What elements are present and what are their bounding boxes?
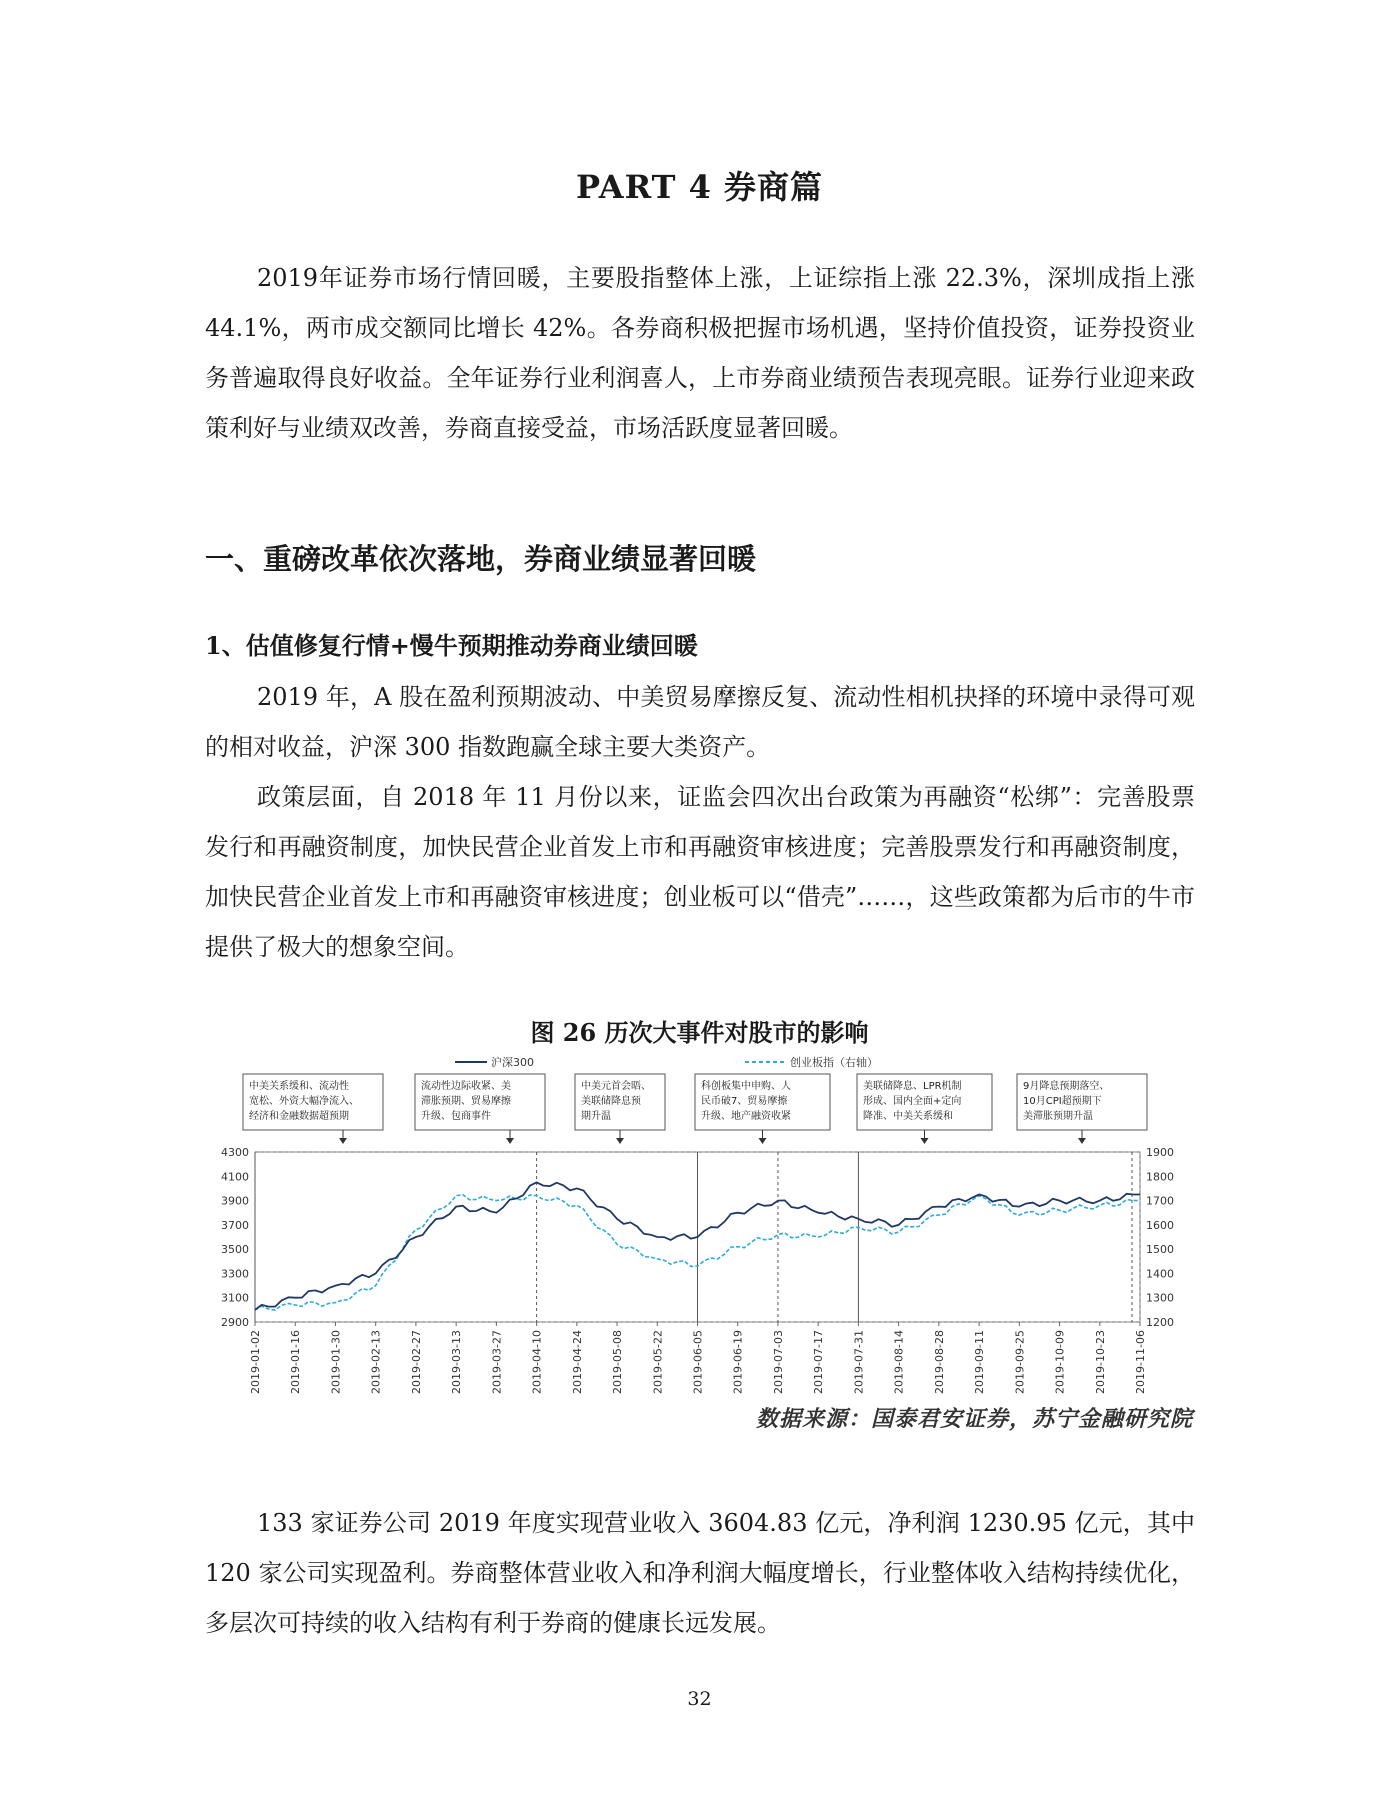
annotation-arrowhead [921, 1138, 929, 1144]
x-tick-label: 2019-07-31 [852, 1330, 866, 1394]
annotation-text: 宽松、外资大幅净流入、 [249, 1096, 359, 1107]
x-tick-label: 2019-01-16 [289, 1330, 303, 1394]
annotation-text: 形成、国内全面+定向 [863, 1096, 962, 1107]
annotation-text: 经济和金融数据超预期 [249, 1111, 349, 1122]
annotation-text: 升级、地产融资收紧 [701, 1111, 791, 1122]
page-number: 32 [687, 1688, 712, 1710]
x-tick-label: 2019-01-02 [249, 1330, 262, 1394]
y-left-tick-label: 3300 [221, 1267, 249, 1281]
x-tick-label: 2019-01-30 [329, 1330, 343, 1394]
x-tick-label: 2019-05-22 [651, 1330, 665, 1394]
annotation-text: 中美关系缓和、流动性 [249, 1081, 349, 1092]
annotation-text: 流动性边际收紧、美 [421, 1081, 511, 1092]
x-tick-label: 2019-04-10 [530, 1330, 544, 1394]
x-tick-label: 2019-06-19 [731, 1330, 745, 1394]
y-right-tick-label: 1800 [1146, 1170, 1174, 1184]
page-title: PART 4 券商篇 [576, 168, 823, 206]
annotation-text: 滞胀预期、贸易摩擦 [421, 1096, 511, 1107]
annotation-text: 中美元首会晤、 [581, 1081, 651, 1092]
line-chart [205, 1052, 1195, 1427]
y-left-tick-label: 3700 [221, 1218, 249, 1232]
intro-paragraph: 2019年证券市场行情回暖，主要股指整体上涨，上证综指上涨 22.3%，深圳成指上涨 44.1%，两市成交额同比增长 42%。各券商积极把握市场机遇，坚持价值投资，证券投资业务普遍取得良好收益。全年证券行业利润喜人，上市券商业绩预告表现亮眼。证券行业迎来政策利好与业绩双改善，券商直接受益，市场活跃度显著回暖。 [205, 264, 1195, 442]
x-tick-label: 2019-03-27 [490, 1330, 504, 1394]
y-right-tick-label: 1600 [1146, 1218, 1174, 1232]
y-right-tick-label: 1500 [1146, 1243, 1174, 1257]
y-left-tick-label: 3900 [221, 1194, 249, 1208]
x-tick-label: 2019-10-09 [1053, 1330, 1067, 1394]
annotation-arrowhead [759, 1138, 767, 1144]
y-left-tick-label: 3500 [221, 1243, 249, 1257]
y-left-tick-label: 2900 [221, 1316, 249, 1329]
paragraph-3: 政策层面，自 2018 年 11 月份以来，证监会四次出台政策为再融资“松绑”：完善股票发行和再融资制度，加快民营企业首发上市和再融资审核进度；完善股票发行和再融资制度，加快民营企业首发上市和再融资审核进度；创业板可以“借壳”……，这些政策都为后市的牛市提供了极大的想象空间。 [205, 783, 1195, 961]
subsection-heading: 1、估值修复行情+慢牛预期推动券商业绩回暖 [205, 631, 698, 660]
annotation-text: 美滞胀预期升温 [1023, 1111, 1093, 1122]
legend-label-hs300: 沪深300 [491, 1056, 534, 1069]
x-tick-label: 2019-03-13 [450, 1330, 464, 1394]
y-left-tick-label: 4100 [221, 1170, 249, 1184]
section-heading: 一、重磅改革依次落地，券商业绩显著回暖 [205, 542, 757, 576]
y-right-tick-label: 1900 [1146, 1146, 1174, 1159]
chart-title: 图 26 历次大事件对股市的影响 [530, 1018, 869, 1047]
annotation-text: 期升温 [581, 1111, 611, 1122]
annotation-text: 美联储降息、LPR机制 [863, 1081, 962, 1092]
annotation-text: 美联储降息预 [581, 1096, 641, 1107]
paragraph-2: 2019 年，A 股在盈利预期波动、中美贸易摩擦反复、流动性相机抉择的环境中录得可观的相对收益，沪深 300 指数跑赢全球主要大类资产。 [205, 683, 1195, 761]
x-tick-label: 2019-11-06 [1134, 1330, 1147, 1394]
x-tick-label: 2019-09-25 [1013, 1330, 1027, 1394]
annotation-arrowhead [339, 1138, 347, 1144]
x-tick-label: 2019-09-11 [973, 1330, 987, 1394]
annotation-arrowhead [616, 1138, 624, 1144]
annotation-text: 升级、包商事件 [421, 1111, 491, 1122]
annotation-arrowhead [506, 1138, 514, 1144]
annotation-arrowhead [1078, 1138, 1086, 1144]
annotation-text: 10月CPI超预期下 [1023, 1096, 1102, 1107]
x-tick-label: 2019-02-27 [409, 1330, 423, 1394]
legend-label-chinext: 创业板指（右轴） [790, 1056, 878, 1069]
annotation-text: 9月降息预期落空、 [1023, 1081, 1110, 1092]
x-tick-label: 2019-05-08 [611, 1330, 625, 1394]
y-right-tick-label: 1200 [1146, 1316, 1174, 1329]
x-tick-label: 2019-02-13 [369, 1330, 383, 1394]
x-tick-label: 2019-06-05 [691, 1330, 705, 1394]
chart-source: 数据来源：国泰君安证券，苏宁金融研究院 [755, 1406, 1193, 1432]
y-right-tick-label: 1300 [1146, 1291, 1174, 1305]
x-tick-label: 2019-08-28 [932, 1330, 946, 1394]
y-right-tick-label: 1700 [1146, 1194, 1174, 1208]
annotation-text: 科创板集中申购、人 [701, 1081, 791, 1092]
x-tick-label: 2019-04-24 [570, 1330, 584, 1394]
paragraph-4: 133 家证券公司 2019 年度实现营业收入 3604.83 亿元，净利润 1230.95 亿元，其中 120 家公司实现盈利。券商整体营业收入和净利润大幅度增长，行业整体收入结构持续优化，多层次可持续的收入结构有利于券商的健康长远发展。 [205, 1509, 1195, 1637]
y-left-tick-label: 3100 [221, 1291, 249, 1305]
y-right-tick-label: 1400 [1146, 1267, 1174, 1281]
y-left-tick-label: 4300 [221, 1146, 249, 1159]
annotation-text: 民币破7、贸易摩擦 [701, 1096, 788, 1107]
x-tick-label: 2019-08-14 [892, 1330, 906, 1394]
x-tick-label: 2019-10-23 [1093, 1330, 1107, 1394]
x-tick-label: 2019-07-17 [812, 1330, 826, 1394]
annotation-text: 降准、中美关系缓和 [863, 1111, 953, 1122]
x-tick-label: 2019-07-03 [771, 1330, 785, 1394]
